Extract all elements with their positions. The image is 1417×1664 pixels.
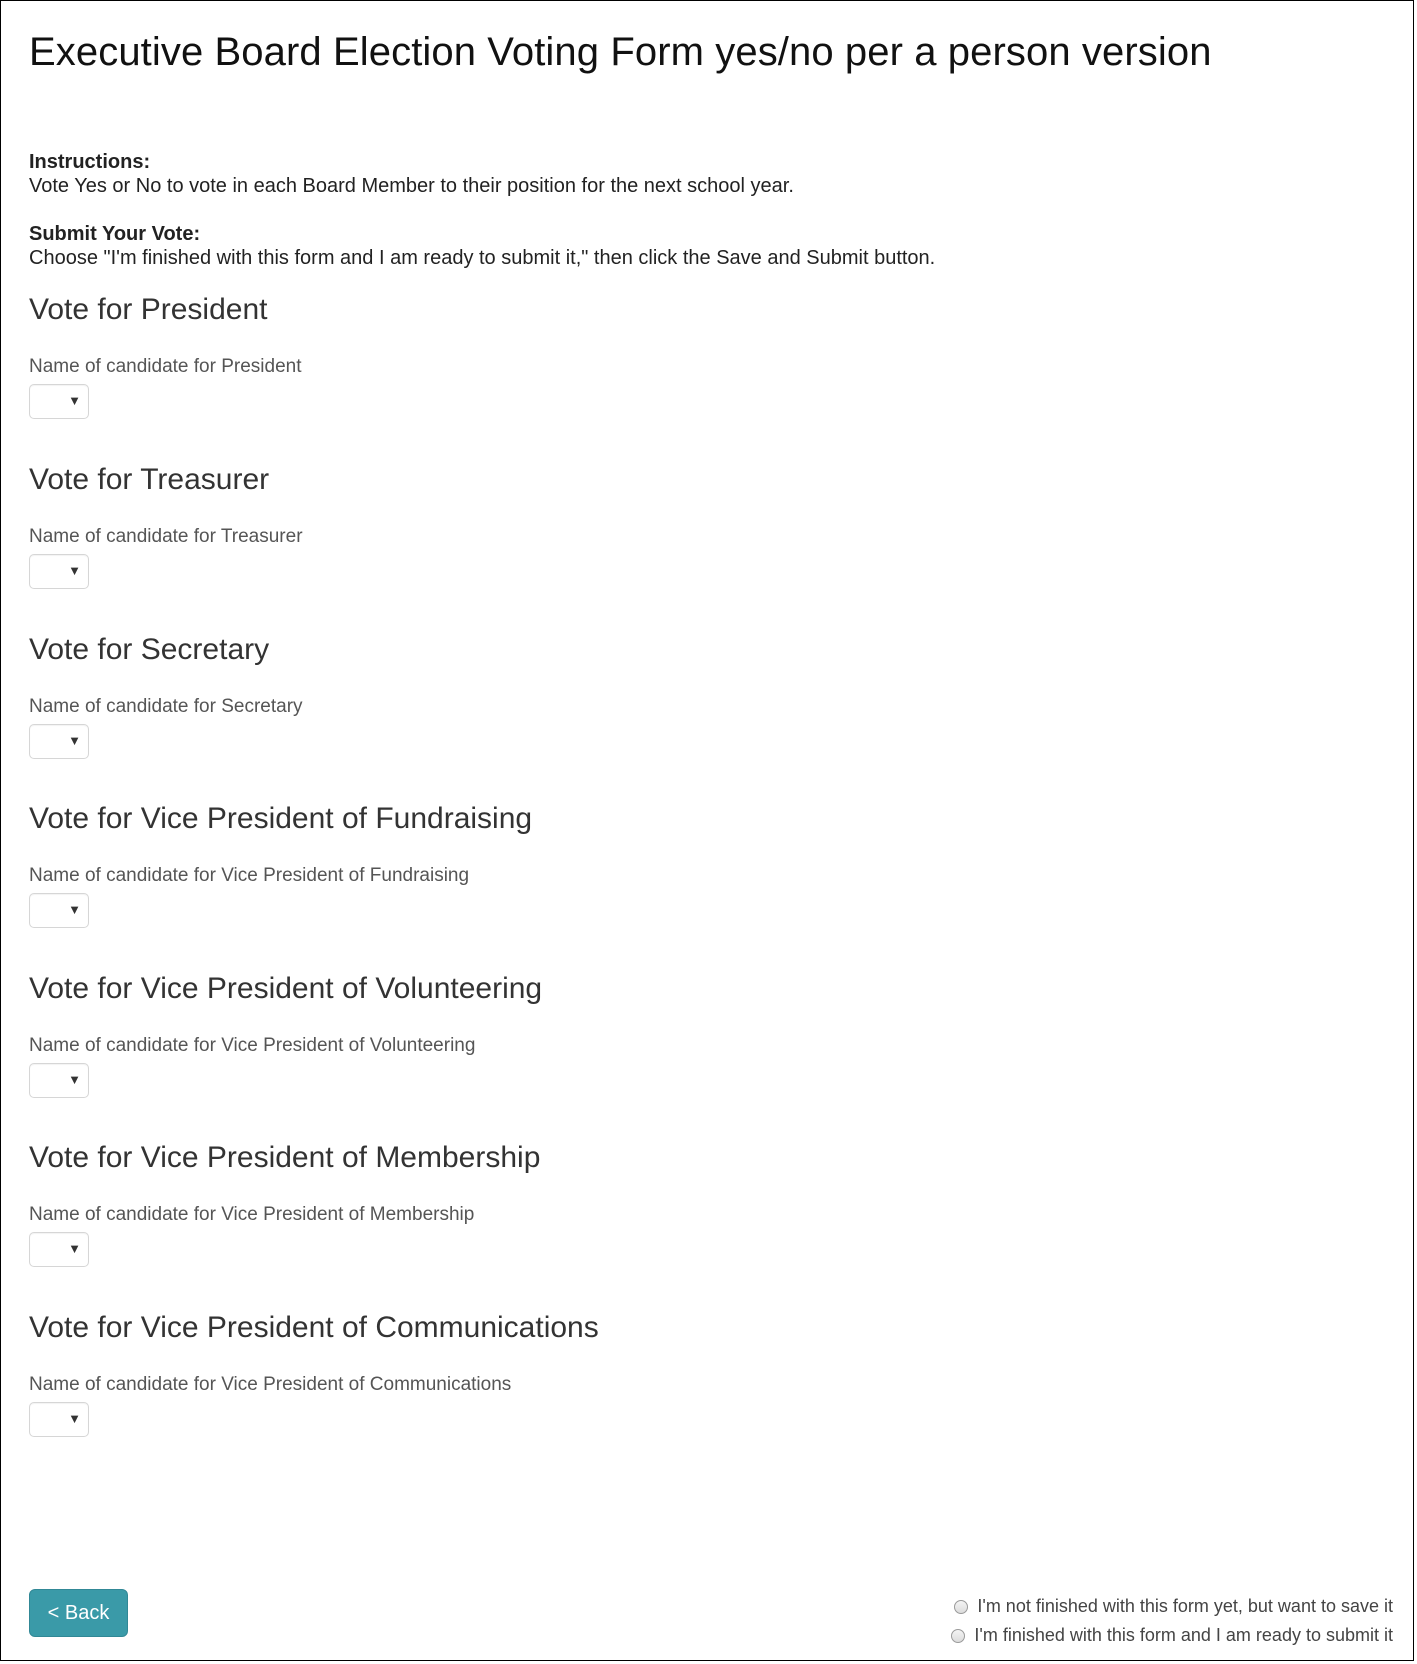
section-heading: Vote for Vice President of Membership (29, 1141, 541, 1174)
chevron-down-icon: ▼ (68, 1241, 81, 1256)
candidate-label: Name of candidate for President (29, 356, 302, 377)
radio-label: I'm finished with this form and I am ready to submit it (974, 1625, 1393, 1645)
section-heading: Vote for President (29, 293, 268, 326)
candidate-select-vp-volunteering[interactable] (29, 1063, 89, 1098)
candidate-select-treasurer[interactable] (29, 554, 89, 589)
submit-info-heading: Submit Your Vote: (29, 223, 201, 245)
submit-info-block (29, 222, 935, 270)
save-option-not-finished[interactable] (951, 1592, 1393, 1621)
candidate-select-president[interactable] (29, 384, 89, 419)
section-vp-membership (29, 1141, 541, 1256)
chevron-down-icon: ▼ (68, 733, 81, 748)
section-heading: Vote for Vice President of Communications (29, 1311, 599, 1344)
candidate-label: Name of candidate for Vice President of Membership (29, 1204, 475, 1225)
radio-button[interactable] (954, 1600, 968, 1614)
radio-label: I'm not finished with this form yet, but want to save it (977, 1596, 1393, 1616)
chevron-down-icon: ▼ (68, 563, 81, 578)
section-president (29, 293, 302, 408)
candidate-select-secretary[interactable] (29, 724, 89, 759)
section-heading: Vote for Vice President of Volunteering (29, 972, 543, 1005)
section-heading: Vote for Secretary (29, 633, 270, 666)
chevron-down-icon: ▼ (68, 902, 81, 917)
submit-info-text: Choose "I'm finished with this form and I am ready to submit it," then click the Save and Submit button. (29, 247, 936, 269)
candidate-label: Name of candidate for Secretary (29, 696, 303, 717)
chevron-down-icon: ▼ (68, 393, 81, 408)
candidate-label: Name of candidate for Vice President of Communications (29, 1374, 512, 1395)
section-heading: Vote for Treasurer (29, 463, 270, 496)
section-heading: Vote for Vice President of Fundraising (29, 802, 533, 835)
radio-button[interactable] (951, 1629, 965, 1643)
instructions-text: Vote Yes or No to vote in each Board Member to their position for the next school year. (29, 175, 794, 197)
candidate-label: Name of candidate for Vice President of Fundraising (29, 865, 470, 886)
candidate-select-vp-membership[interactable] (29, 1232, 89, 1267)
candidate-select-vp-fundraising[interactable] (29, 893, 89, 928)
instructions-block (29, 150, 935, 198)
section-vp-fundraising (29, 802, 533, 917)
save-option-finished[interactable] (951, 1621, 1393, 1650)
save-options (951, 1592, 1393, 1650)
instructions-heading: Instructions: (29, 151, 151, 173)
section-secretary (29, 633, 303, 748)
instructions-panel (29, 150, 935, 294)
section-vp-communications (29, 1311, 599, 1426)
chevron-down-icon: ▼ (68, 1411, 81, 1426)
chevron-down-icon: ▼ (68, 1072, 81, 1087)
section-vp-volunteering (29, 972, 543, 1087)
page-title: Executive Board Election Voting Form yes/no per a person version (29, 30, 1212, 74)
back-button[interactable]: < Back (29, 1589, 128, 1637)
candidate-select-vp-communications[interactable] (29, 1402, 89, 1437)
section-treasurer (29, 463, 303, 578)
candidate-label: Name of candidate for Treasurer (29, 526, 303, 547)
candidate-label: Name of candidate for Vice President of Volunteering (29, 1035, 476, 1056)
